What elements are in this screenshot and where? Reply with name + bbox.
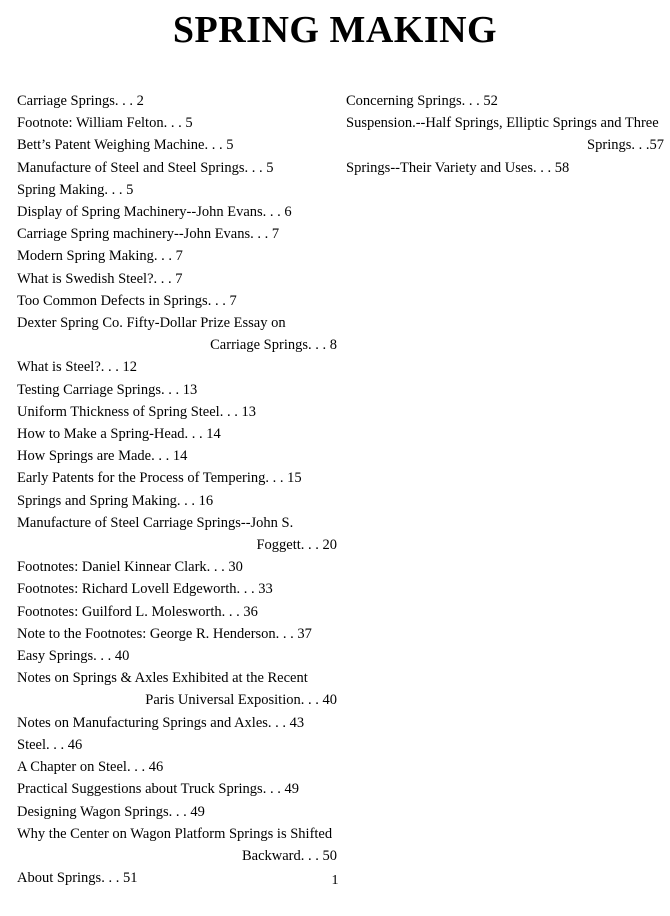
- toc-entry-text: Uniform Thickness of Spring Steel. . . 13: [17, 403, 256, 420]
- toc-entry-text: What is Steel?. . . 12: [17, 359, 138, 376]
- toc-entry-text: Why the Center on Wagon Platform Springs is Shifted: [17, 825, 333, 842]
- toc-entry: [17, 667, 337, 711]
- page-number: 1: [331, 873, 339, 888]
- toc-entry-text: Springs and Spring Making. . . 16: [17, 492, 214, 509]
- toc-entry: [17, 823, 337, 867]
- toc-entry: [17, 423, 337, 445]
- toc-entry-text: About Springs. . . 51: [17, 870, 138, 887]
- toc-entry-text: Footnotes: Daniel Kinnear Clark. . . 30: [17, 559, 243, 576]
- toc-entry-text: Suspension.--Half Springs, Elliptic Springs and Three: [346, 115, 659, 132]
- toc-entry-continuation: Backward. . . 50: [241, 847, 337, 864]
- toc-entry: [17, 134, 337, 156]
- toc-entry-text: Practical Suggestions about Truck Springs. . . 49: [17, 781, 299, 798]
- toc-entry: [17, 312, 337, 356]
- toc-entry-text: Display of Spring Machinery--John Evans. . . 6: [17, 204, 292, 221]
- toc-entry-text: Testing Carriage Springs. . . 13: [17, 381, 198, 398]
- toc-entry: [17, 90, 337, 112]
- toc-entry: [17, 268, 337, 290]
- toc-entry-continuation: Springs. . .57: [587, 137, 664, 154]
- toc-entry: [17, 290, 337, 312]
- toc-entry-text: Early Patents for the Process of Tempering. . . 15: [17, 470, 302, 487]
- toc-entry: [17, 467, 337, 489]
- toc-entry: [17, 445, 337, 467]
- toc-entry-continuation: Carriage Springs. . . 8: [210, 337, 337, 354]
- toc-entry-text: Spring Making. . . 5: [17, 181, 134, 198]
- toc-entry: [346, 157, 664, 179]
- toc-entry-text: Footnote: William Felton. . . 5: [17, 115, 193, 132]
- toc-entry: [17, 756, 337, 778]
- toc-entry-continuation: Paris Universal Exposition. . . 40: [145, 692, 337, 709]
- toc-entry: [17, 512, 337, 556]
- toc-entry-text: Too Common Defects in Springs. . . 7: [17, 292, 237, 309]
- toc-entry-text: Footnotes: Richard Lovell Edgeworth. . . 33: [17, 581, 273, 598]
- toc-entry-text: Footnotes: Guilford L. Molesworth. . . 36: [17, 603, 258, 620]
- toc-entry-text: Modern Spring Making. . . 7: [17, 248, 183, 265]
- toc-left-column: [17, 90, 337, 889]
- toc-entry: [17, 157, 337, 179]
- toc-entry: [17, 778, 337, 800]
- toc-entry-text: Notes on Springs & Axles Exhibited at the Recent: [17, 670, 308, 687]
- toc-entry-text: Note to the Footnotes: George R. Henderson. . . 37: [17, 625, 312, 642]
- toc-entry: [17, 179, 337, 201]
- toc-entry: [17, 356, 337, 378]
- toc-entry: [17, 801, 337, 823]
- toc-entry-text: Easy Springs. . . 40: [17, 648, 130, 665]
- toc-entry: [17, 223, 337, 245]
- toc-entry: [17, 645, 337, 667]
- toc-right-column: [346, 90, 664, 179]
- toc-entry-continuation: Foggett. . . 20: [256, 537, 337, 554]
- toc-entry-text: How to Make a Spring-Head. . . 14: [17, 426, 221, 443]
- toc-entry: [17, 201, 337, 223]
- toc-entry-text: Manufacture of Steel Carriage Springs--John S.: [17, 514, 294, 531]
- toc-entry: [346, 112, 664, 156]
- toc-entry-text: A Chapter on Steel. . . 46: [17, 759, 164, 776]
- toc-entry-text: Springs--Their Variety and Uses. . . 58: [346, 159, 570, 176]
- toc-entry: [17, 245, 337, 267]
- toc-entry: [17, 734, 337, 756]
- toc-entry: [17, 401, 337, 423]
- page-title: SPRING MAKING: [172, 9, 498, 51]
- toc-entry: [17, 490, 337, 512]
- toc-entry-text: Steel. . . 46: [17, 736, 83, 753]
- toc-entry-text: Notes on Manufacturing Springs and Axles. . . 43: [17, 714, 305, 731]
- toc-entry-text: Bett’s Patent Weighing Machine. . . 5: [17, 137, 234, 154]
- toc-entry: [17, 578, 337, 600]
- toc-entry: [17, 379, 337, 401]
- toc-entry: [346, 90, 664, 112]
- toc-entry: [17, 623, 337, 645]
- toc-entry: [17, 601, 337, 623]
- toc-entry: [17, 112, 337, 134]
- toc-entry: [17, 556, 337, 578]
- toc-entry-text: Carriage Spring machinery--John Evans. . . 7: [17, 226, 280, 243]
- toc-entry-text: Dexter Spring Co. Fifty-Dollar Prize Essay on: [17, 315, 286, 332]
- toc-entry-text: Concerning Springs. . . 52: [346, 93, 498, 109]
- toc-entry-text: Designing Wagon Springs. . . 49: [17, 803, 205, 820]
- toc-entry-text: Manufacture of Steel and Steel Springs. . . 5: [17, 159, 274, 176]
- toc-entry-text: Carriage Springs. . . 2: [17, 93, 144, 109]
- toc-entry-text: What is Swedish Steel?. . . 7: [17, 270, 183, 287]
- toc-entry-text: How Springs are Made. . . 14: [17, 448, 188, 465]
- toc-entry: [17, 712, 337, 734]
